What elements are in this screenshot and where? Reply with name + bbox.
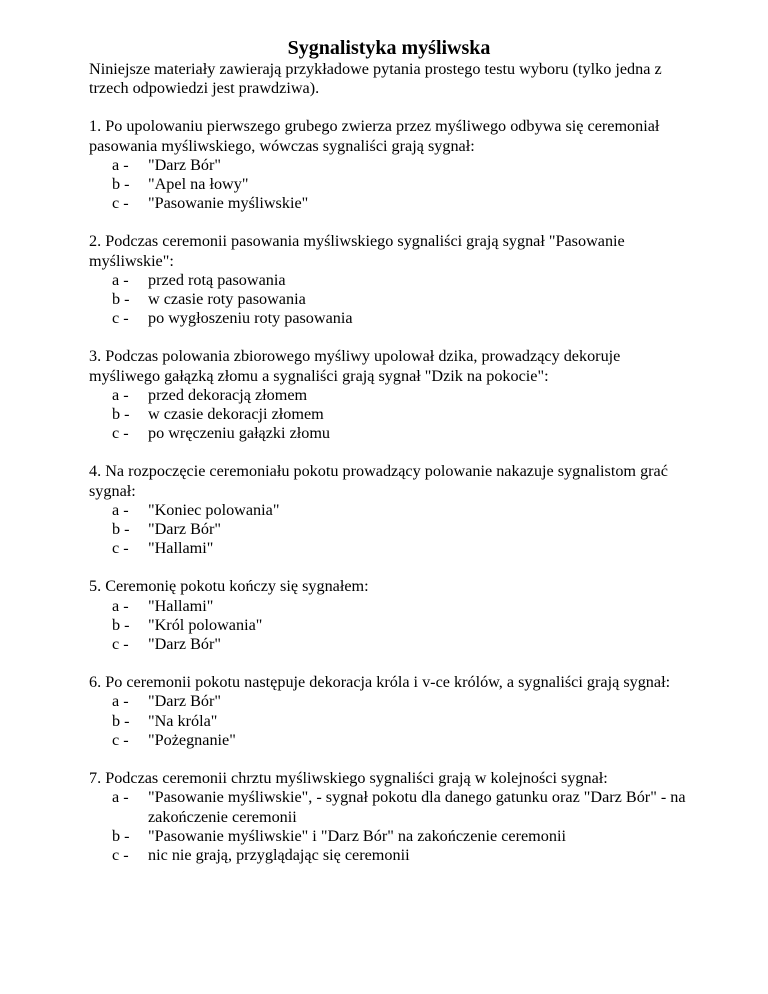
answer-option-a: [89, 271, 689, 290]
answer-letter: a -: [112, 155, 129, 174]
page-title: Sygnalistyka myśliwska: [287, 37, 491, 59]
question-7: [89, 769, 689, 865]
answer-text: "Darz Bór": [148, 692, 221, 711]
answer-list: [89, 271, 689, 329]
answer-text: "Darz Bór": [148, 635, 221, 654]
answer-option-c: [89, 309, 689, 328]
question-text: 7. Podczas ceremonii chrztu myśliwskiego sygnaliści grają w kolejności sygnał:: [89, 769, 608, 788]
answer-letter: a -: [112, 500, 129, 519]
question-text: 3. Podczas polowania zbiorowego myśliwy upolował dzika, prowadzący dekoruje myśliwego gałązką złomu a sygnaliści grają sygnał "Dzik na pokocie":: [89, 347, 621, 385]
answer-text: "Pasowanie myśliwskie": [148, 194, 309, 213]
answer-option-c: [89, 424, 689, 443]
answer-text: "Pasowanie myśliwskie", - sygnał pokotu dla danego gatunku oraz "Darz Bór" - na zakończenie ceremonii: [148, 788, 686, 826]
answer-text: "Hallami": [148, 596, 214, 615]
answer-text: po wręczeniu gałązki złomu: [148, 424, 331, 443]
answer-letter: c -: [112, 424, 129, 443]
answer-letter: c -: [112, 635, 129, 654]
document-page: [89, 36, 689, 884]
answer-letter: a -: [112, 692, 129, 711]
intro-paragraph: Niniejsze materiały zawierają przykładowe pytania prostego testu wyboru (tylko jedna z trzech odpowiedzi jest prawdziwa).: [89, 60, 662, 98]
answer-text: "Darz Bór": [148, 155, 221, 174]
answer-letter: b -: [112, 290, 130, 309]
answer-text: "Pożegnanie": [148, 730, 236, 749]
question-text: 4. Na rozpoczęcie ceremoniału pokotu prowadzący polowanie nakazuje sygnalistom grać sygnał:: [89, 462, 668, 500]
answer-option-b: [89, 520, 689, 539]
question-6: [89, 673, 689, 750]
answer-text: w czasie dekoracji złomem: [148, 405, 324, 424]
answer-option-b: [89, 712, 689, 731]
answer-option-c: [89, 846, 689, 865]
question-2: [89, 232, 689, 328]
question-text: 2. Podczas ceremonii pasowania myśliwskiego sygnaliści grają sygnał "Pasowanie myśliwskie":: [89, 232, 625, 270]
answer-letter: b -: [112, 405, 130, 424]
answer-letter: a -: [112, 596, 129, 615]
answer-option-c: [89, 635, 689, 654]
answer-text: "Król polowania": [148, 615, 263, 634]
answer-list: [89, 788, 689, 865]
question-1: [89, 117, 689, 213]
answer-option-b: [89, 616, 689, 635]
answer-letter: b -: [112, 826, 130, 845]
answer-letter: a -: [112, 788, 129, 807]
answer-option-a: [89, 501, 689, 520]
answer-text: "Koniec polowania": [148, 500, 280, 519]
question-text: 1. Po upolowaniu pierwszego grubego zwierza przez myśliwego odbywa się ceremoniał pasowania myśliwskiego, wówczas sygnaliści grają sygnał:: [89, 117, 660, 155]
answer-letter: c -: [112, 194, 129, 213]
answer-option-a: [89, 788, 689, 826]
answer-option-c: [89, 539, 689, 558]
question-5: [89, 577, 689, 654]
answer-option-b: [89, 405, 689, 424]
answer-letter: a -: [112, 385, 129, 404]
answer-list: [89, 156, 689, 214]
answer-text: przed rotą pasowania: [148, 270, 286, 289]
answer-option-a: [89, 597, 689, 616]
answer-letter: b -: [112, 711, 130, 730]
answer-option-a: [89, 386, 689, 405]
question-3: [89, 347, 689, 443]
answer-letter: b -: [112, 175, 130, 194]
answer-text: po wygłoszeniu roty pasowania: [148, 309, 353, 328]
question-text: 5. Ceremonię pokotu kończy się sygnałem:: [89, 577, 369, 596]
answer-option-c: [89, 731, 689, 750]
answer-text: w czasie roty pasowania: [148, 290, 306, 309]
answer-text: "Pasowanie myśliwskie" i "Darz Bór" na zakończenie ceremonii: [148, 826, 566, 845]
answer-letter: c -: [112, 845, 129, 864]
answer-list: [89, 386, 689, 444]
answer-option-c: [89, 194, 689, 213]
answer-text: "Apel na łowy": [148, 175, 249, 194]
answer-text: nic nie grają, przyglądając się ceremonii: [148, 845, 410, 864]
answer-option-b: [89, 827, 689, 846]
answer-text: "Na króla": [148, 711, 218, 730]
answer-option-b: [89, 290, 689, 309]
answer-letter: c -: [112, 730, 129, 749]
answer-option-a: [89, 156, 689, 175]
answer-list: [89, 692, 689, 750]
question-4: [89, 462, 689, 558]
answer-letter: a -: [112, 270, 129, 289]
answer-option-b: [89, 175, 689, 194]
answer-letter: b -: [112, 520, 130, 539]
question-text: 6. Po ceremonii pokotu następuje dekoracja króla i v-ce królów, a sygnaliści grają sygnał:: [89, 673, 671, 692]
answer-list: [89, 597, 689, 655]
answer-letter: b -: [112, 615, 130, 634]
answer-option-a: [89, 692, 689, 711]
answer-letter: c -: [112, 309, 129, 328]
answer-list: [89, 501, 689, 559]
answer-text: "Darz Bór": [148, 520, 221, 539]
answer-text: przed dekoracją złomem: [148, 385, 308, 404]
answer-text: "Hallami": [148, 539, 214, 558]
answer-letter: c -: [112, 539, 129, 558]
